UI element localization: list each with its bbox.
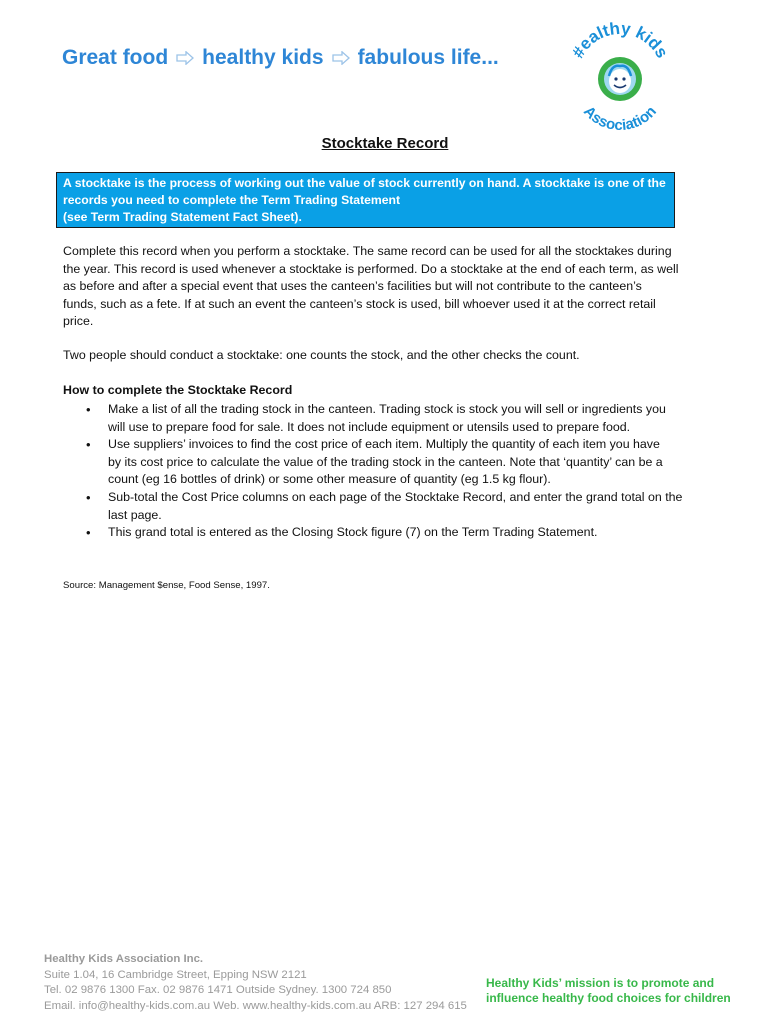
mission-line: influence healthy food choices for children: [486, 991, 731, 1005]
paragraph-line: Complete this record when you perform a stocktake. The same record can be used for all the stocktakes during: [63, 244, 672, 258]
healthy-kids-logo: [560, 14, 680, 134]
list-item: • Sub-total the Cost Price columns on each page of the Stocktake Record, and enter the grand total on the last page.: [86, 489, 683, 522]
bullet-icon: •: [86, 489, 91, 505]
instructions-list: [63, 401, 713, 542]
paragraph-complete-record: [63, 243, 713, 331]
intro-line: A stocktake is the process of working out the value of stock currently on hand. A stocktake is one of the: [63, 176, 666, 190]
intro-line: (see Term Trading Statement Fact Sheet).: [63, 210, 302, 224]
source-citation: Source: Management $ense, Food Sense, 1997.: [63, 580, 270, 591]
footer-address: Suite 1.04, 16 Cambridge Street, Epping NSW 2121: [44, 968, 307, 981]
paragraph-line: funds, such as a fete. If at such an event the canteen’s stock is used, bill whoever used it at the correct retail: [63, 296, 656, 311]
footer-contact: [44, 952, 467, 1014]
bullet-icon: •: [86, 402, 91, 417]
bullet-icon: •: [86, 437, 91, 453]
arrow-right-icon: [332, 51, 350, 65]
intro-line: records you need to complete the Term Trading Statement: [63, 193, 401, 207]
svg-text:Association: Association: [580, 102, 660, 134]
paragraph-line: the year. This record is used whenever a stocktake is performed. Do a stocktake at the end of each term, as well: [63, 261, 679, 276]
tagline-part-3: fabulous life...: [357, 46, 499, 69]
paragraph-two-people: [63, 347, 713, 365]
paragraph-line: Two people should conduct a stocktake: one counts the stock, and the other checks the count.: [63, 348, 580, 362]
list-item: • Make a list of all the trading stock in the canteen. Trading stock is stock you will sell or ingredients you will use to prepare food for sale. It does not include equipment or utensils used to prepare food.: [86, 402, 666, 434]
paragraph-line: price.: [63, 314, 94, 329]
tagline: [62, 46, 499, 70]
footer-email: Email. info@healthy-kids.com.au Web. www.healthy-kids.com.au ARB: 127 294 615: [44, 999, 467, 1012]
arrow-right-icon: [176, 51, 194, 65]
bullet-icon: •: [86, 525, 91, 541]
footer-mission: [486, 976, 731, 1006]
footer-org-name: Healthy Kids Association Inc.: [44, 953, 204, 965]
list-item: • Use suppliers’ invoices to find the cost price of each item. Multiply the quantity of each item you have by its cost price to calculate the value of the trading stock in the canteen. Note that ‘quantity’ can be a count (eg 16 bottles of drink) or some other measure of quantity (eg 1.5 kg flour).: [86, 437, 663, 487]
mission-line: Healthy Kids’ mission is to promote and: [486, 976, 715, 990]
how-to-heading: How to complete the Stocktake Record: [63, 383, 293, 397]
tagline-part-1: Great food: [62, 46, 169, 69]
document-title: Stocktake Record: [321, 135, 449, 152]
paragraph-line: as before and after a special event that uses the canteen’s facilities but will not contribute to the canteen’s: [63, 279, 642, 294]
intro-box: [56, 172, 675, 228]
svg-text:#ealthy kids: #ealthy kids: [568, 18, 672, 62]
list-item: • This grand total is entered as the Closing Stock figure (7) on the Term Trading Statement.: [86, 525, 598, 541]
tagline-part-2: healthy kids: [202, 46, 324, 69]
footer-phone: Tel. 02 9876 1300 Fax. 02 9876 1471 Outside Sydney. 1300 724 850: [44, 984, 392, 996]
